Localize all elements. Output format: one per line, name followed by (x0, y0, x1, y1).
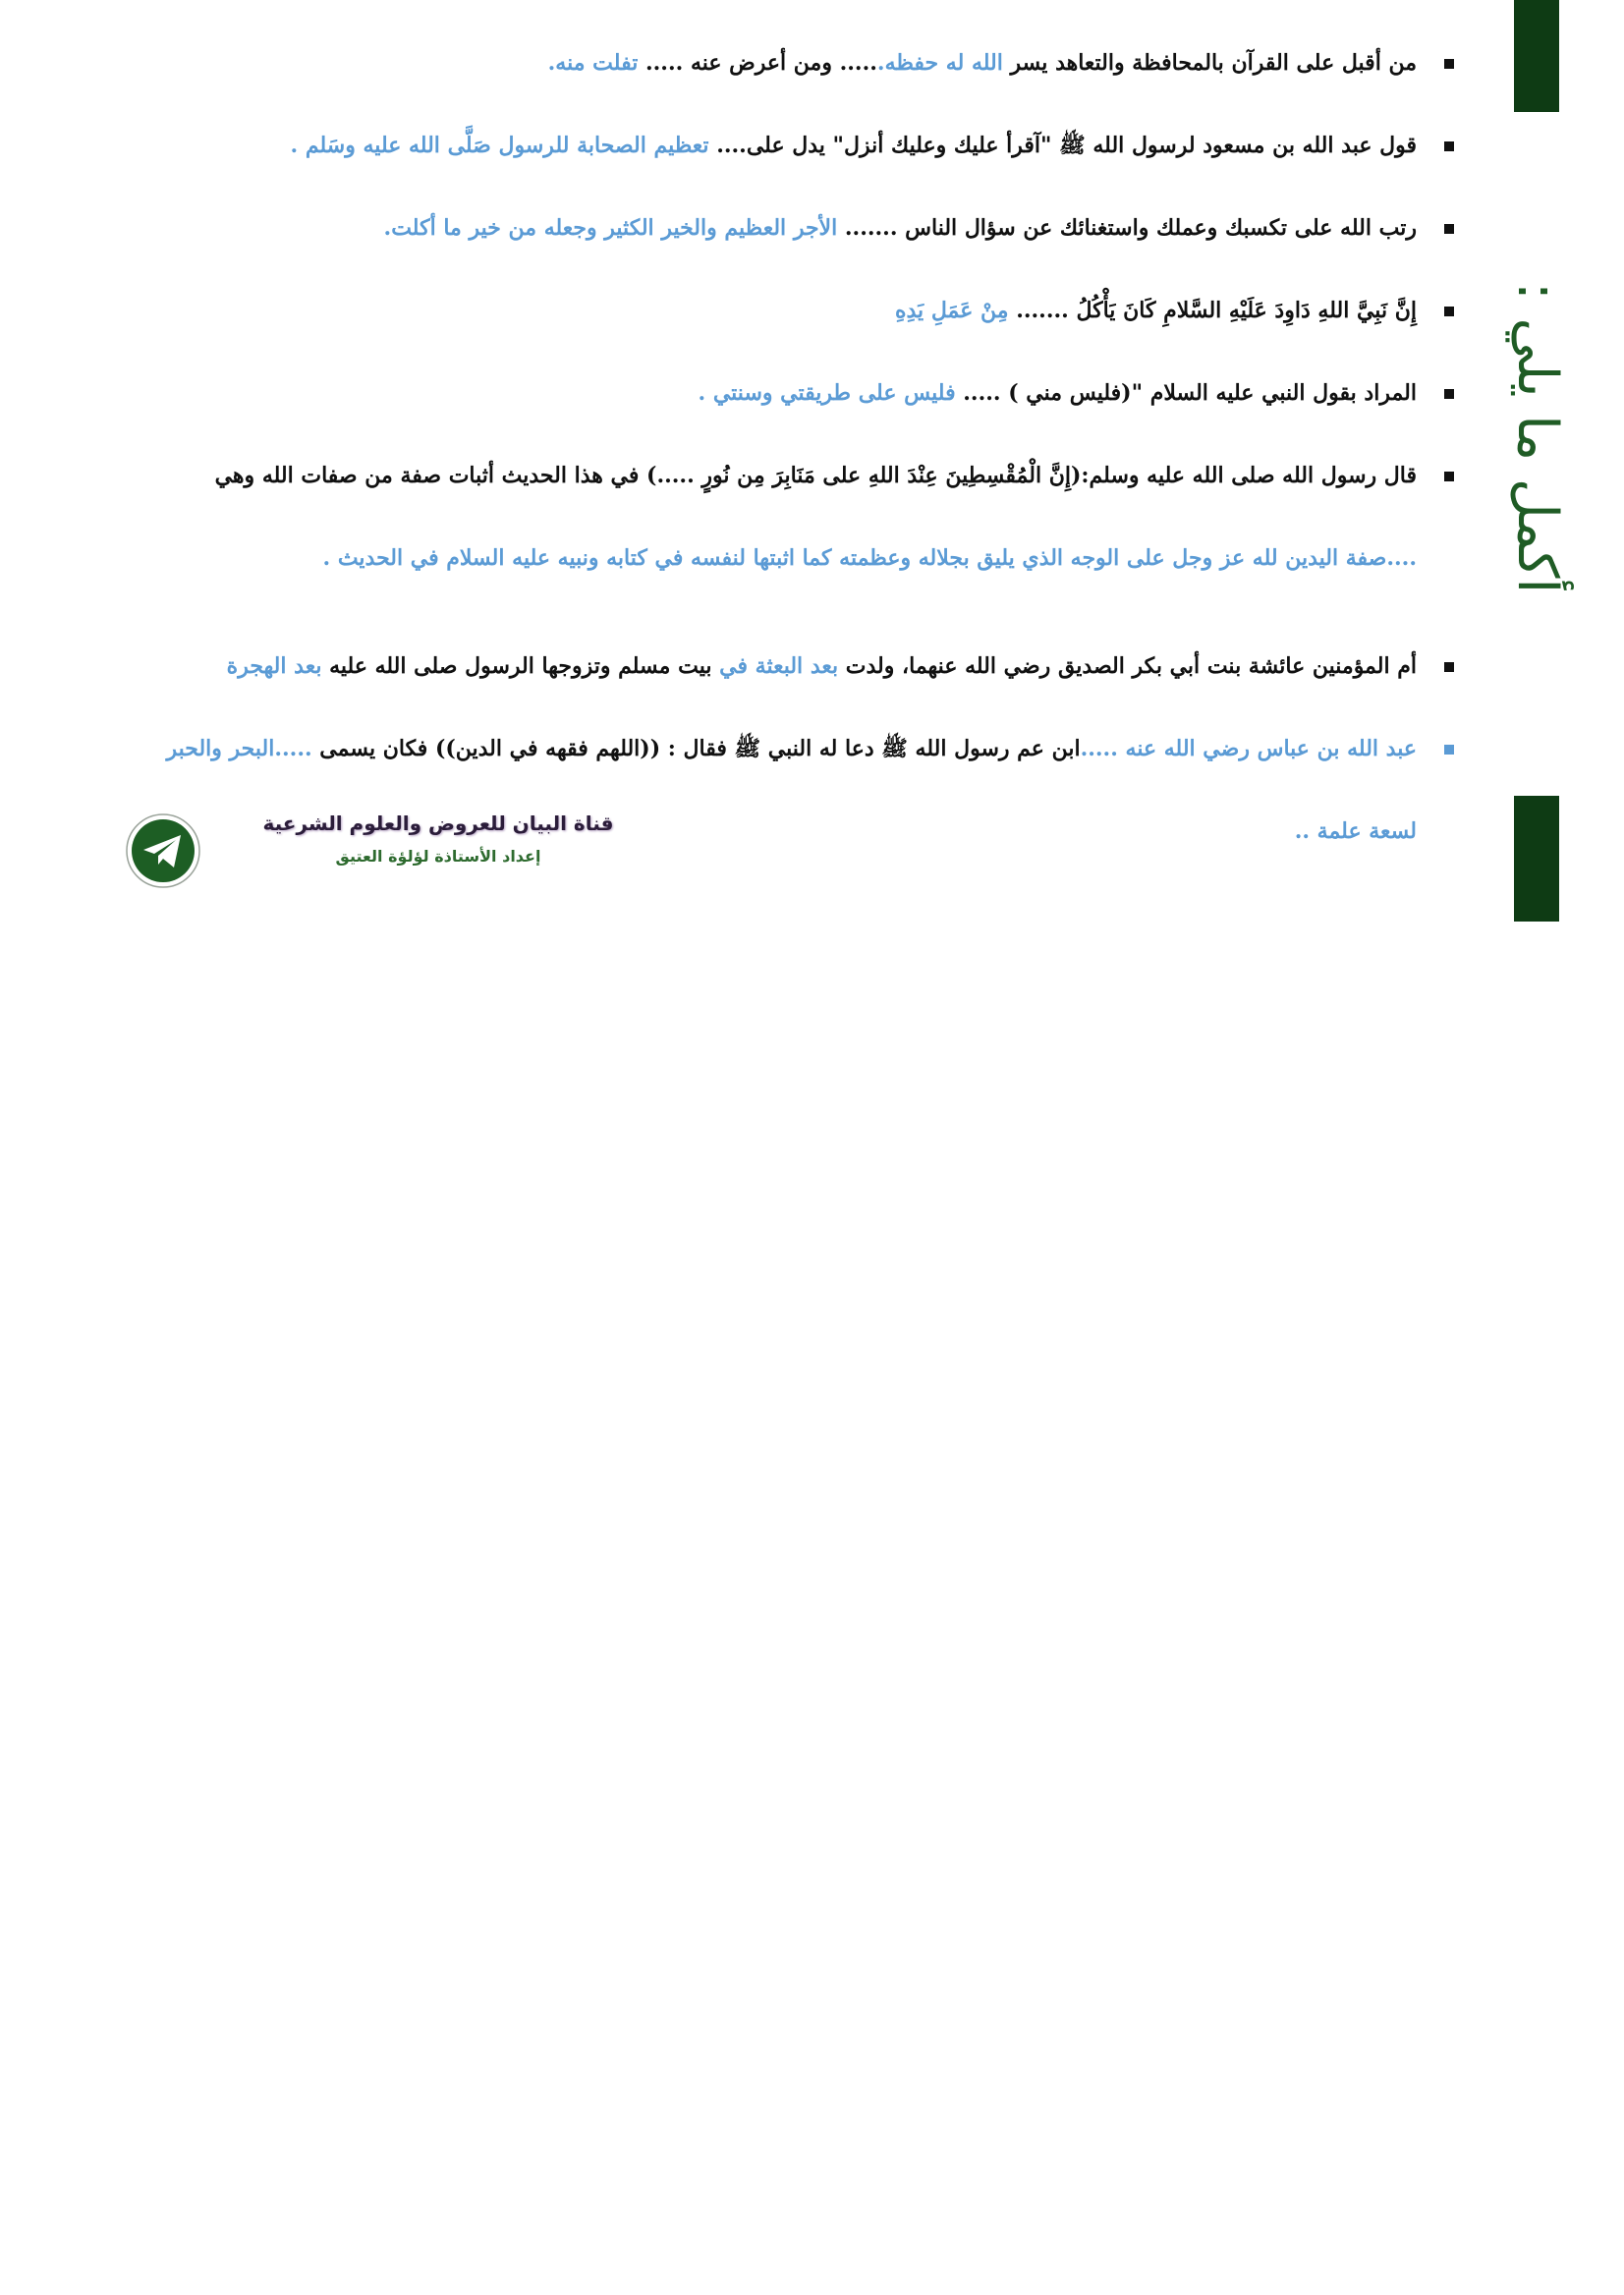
item-text (138, 212, 1417, 244)
question-text: أم المؤمنين عائشة بنت أبي بكر الصديق رضي الله عنهما، ولدت (838, 653, 1417, 679)
question-text: من أقبل على القرآن بالمحافظة والتعاهد يسر (1002, 50, 1417, 76)
question-text: ..... ومن أعرض عنه ..... (638, 50, 877, 76)
answer-text: .....البحر والحبر لسعة علمة .. (166, 736, 1417, 844)
top-decoration-bar (1514, 0, 1559, 112)
item-text (138, 377, 1417, 409)
list-item (138, 460, 1454, 599)
side-title: أكمل ما يلي : (1505, 281, 1570, 593)
list-item (138, 650, 1454, 682)
list-item (138, 212, 1454, 244)
item-text (138, 47, 1417, 79)
question-text: قول عبد الله بن مسعود لرسول الله ﷺ "آقرأ عليك وعليك أنزل" يدل على.... (708, 133, 1417, 158)
square-bullet-icon (1444, 662, 1454, 672)
question-text: المراد بقول النبي عليه السلام "(فليس مني ) ..... (955, 380, 1417, 406)
list-item (138, 295, 1454, 326)
list-item (138, 47, 1454, 79)
answer-text: مِنْ عَمَلِ يَدِهِ (894, 298, 1009, 323)
square-bullet-icon (1444, 389, 1454, 399)
square-bullet-icon (1444, 472, 1454, 481)
answer-text: بعد البعثة في (719, 653, 839, 679)
exercise-list (138, 47, 1454, 924)
question-text: رتب الله على تكسبك وعملك واستغنائك عن سؤال الناس ....... (837, 215, 1417, 241)
item-text (138, 130, 1417, 161)
square-bullet-icon (1444, 59, 1454, 69)
square-bullet-icon (1444, 307, 1454, 316)
answer-text: بعد الهجرة (226, 653, 322, 679)
question-text: بيت مسلم وتزوجها الرسول صلى الله عليه (321, 653, 720, 679)
side-title-wrapper (1484, 281, 1592, 593)
square-bullet-icon (1444, 745, 1454, 755)
answer-text: تفلت منه. (547, 50, 639, 76)
answer-text: فليس على طريقتي وسنتي . (698, 380, 956, 406)
list-item (138, 377, 1454, 409)
channel-subtitle: إعداد الأستاذة لؤلؤة العتيق (335, 847, 541, 866)
telegram-icon (126, 813, 200, 888)
item-text (138, 650, 1417, 682)
answer-text: عبد الله بن عباس رضي الله عنه ..... (1080, 736, 1417, 761)
footer (126, 812, 637, 890)
channel-title: قناة البيان للعروض والعلوم الشرعية (262, 812, 614, 835)
answer-text: ....صفة اليدين لله عز وجل على الوجه الذي يليق بجلاله وعظمته كما اثبتها لنفسه في كتابه ونبيه عليه السلام في الحديث . (322, 545, 1417, 571)
list-item (138, 130, 1454, 161)
item-text (138, 295, 1417, 326)
question-text: قال رسول الله صلى الله عليه وسلم:(إِنَّ الْمُقْسِطِينَ عِنْدَ اللهِ على مَنَابِرَ مِن نُورٍ .....) في هذا الحديث أثبات صفة من صفات الله وهي (214, 463, 1417, 488)
answer-text: الله له حفظه. (876, 50, 1003, 76)
bottom-decoration-bar (1514, 796, 1559, 922)
answer-text: الأجر العظيم والخير الكثير وجعله من خير ما أكلت. (383, 215, 838, 241)
square-bullet-icon (1444, 141, 1454, 151)
question-text: ابن عم رسول الله ﷺ دعا له النبي ﷺ فقال : ((اللهم فقهه في الدين)) فكان يسمى (311, 736, 1081, 761)
item-text (138, 434, 1417, 599)
question-text: إِنَّ نَبِيَّ اللهِ دَاوِدَ عَلَيْهِ السَّلامِ كَانَ يَأْكُلُ ....... (1008, 298, 1417, 323)
square-bullet-icon (1444, 224, 1454, 234)
answer-text: تعظيم الصحابة للرسول صَلَّى الله عليه وسَلم . (290, 133, 709, 158)
